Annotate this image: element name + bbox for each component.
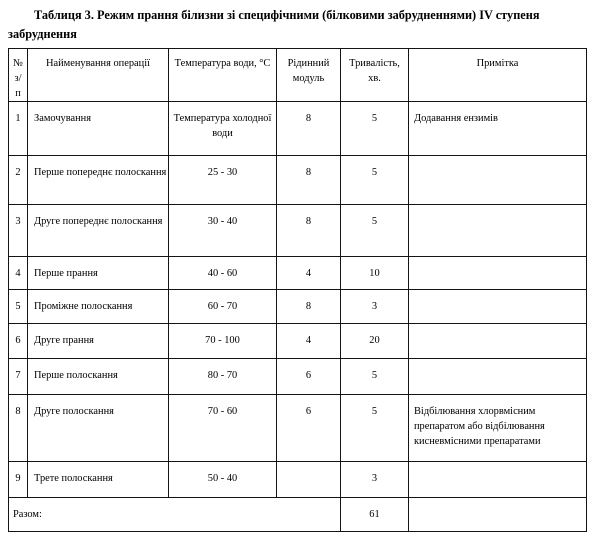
table-row xyxy=(9,395,587,462)
column-header-number-label: № з/п xyxy=(13,58,23,99)
cell-operation-text: Друге прання xyxy=(34,335,94,346)
cell-temperature-text: 30 - 40 xyxy=(207,216,238,227)
cell-duration-text: 3 xyxy=(371,473,378,484)
cell-liquid-module xyxy=(277,257,341,290)
cell-duration-text: 3 xyxy=(371,301,378,312)
cell-total-duration xyxy=(341,498,409,532)
cell-number xyxy=(9,205,28,257)
cell-operation xyxy=(28,462,169,498)
cell-duration xyxy=(341,462,409,498)
cell-temperature-text: 40 - 60 xyxy=(207,268,238,279)
cell-duration-text: 5 xyxy=(371,406,378,417)
cell-number xyxy=(9,324,28,359)
cell-note-text: Відбілювання хлорвмісним препаратом або відбілювання кисневмісними препаратами xyxy=(414,406,545,447)
cell-liquid-module xyxy=(277,462,341,498)
cell-note-text xyxy=(409,290,586,299)
cell-note xyxy=(409,156,587,205)
cell-duration xyxy=(341,257,409,290)
cell-total-note xyxy=(409,498,587,532)
cell-note-text xyxy=(409,324,586,333)
cell-temperature xyxy=(169,395,277,462)
column-header-operation xyxy=(28,49,169,102)
cell-temperature xyxy=(169,257,277,290)
cell-duration xyxy=(341,102,409,156)
cell-temperature-text: 50 - 40 xyxy=(207,473,238,484)
cell-duration xyxy=(341,359,409,395)
cell-note-text xyxy=(409,257,586,266)
cell-operation xyxy=(28,395,169,462)
cell-number-text: 1 xyxy=(15,113,21,124)
cell-temperature xyxy=(169,205,277,257)
column-header-note xyxy=(409,49,587,102)
column-header-temperature-label: Температура води, °C xyxy=(174,58,271,69)
cell-number xyxy=(9,102,28,156)
cell-liquid-module-text: 8 xyxy=(305,167,312,178)
cell-temperature-text: 70 - 100 xyxy=(205,335,240,346)
cell-liquid-module-text: 6 xyxy=(305,370,312,381)
cell-temperature xyxy=(169,290,277,324)
cell-note xyxy=(409,205,587,257)
cell-temperature-text: 60 - 70 xyxy=(207,301,238,312)
cell-note xyxy=(409,395,587,462)
cell-note-text xyxy=(409,205,586,214)
table-row xyxy=(9,257,587,290)
table-row xyxy=(9,205,587,257)
column-header-duration-label: Тривалість, хв. xyxy=(349,58,400,84)
cell-temperature-text: 70 - 60 xyxy=(207,406,238,417)
cell-temperature xyxy=(169,462,277,498)
cell-operation xyxy=(28,205,169,257)
cell-duration xyxy=(341,156,409,205)
cell-number-text: 2 xyxy=(15,167,21,178)
cell-operation-text: Замочування xyxy=(34,113,92,124)
cell-note xyxy=(409,324,587,359)
cell-note xyxy=(409,462,587,498)
cell-liquid-module xyxy=(277,290,341,324)
cell-operation-text: Проміжне полоскання xyxy=(34,301,133,312)
cell-duration xyxy=(341,395,409,462)
column-header-duration xyxy=(341,49,409,102)
table-row xyxy=(9,290,587,324)
cell-operation xyxy=(28,257,169,290)
column-header-operation-label: Найменування операції xyxy=(45,58,150,69)
cell-note xyxy=(409,102,587,156)
cell-liquid-module xyxy=(277,205,341,257)
cell-temperature-text: 80 - 70 xyxy=(207,370,238,381)
cell-number xyxy=(9,290,28,324)
table-row xyxy=(9,324,587,359)
table-container xyxy=(8,48,586,532)
cell-number-text: 3 xyxy=(15,216,21,227)
cell-number-text: 8 xyxy=(15,406,21,417)
cell-operation-text: Друге попереднє полоскання xyxy=(34,216,163,227)
cell-liquid-module-text: 4 xyxy=(305,335,312,346)
cell-liquid-module xyxy=(277,395,341,462)
cell-total-label-text: Разом: xyxy=(13,509,42,520)
table-caption: Таблиця 3. Режим прання білизни зі специфічними (білковими забрудненнями) IV ступеня забруднення xyxy=(8,8,540,41)
cell-liquid-module-text: 6 xyxy=(305,406,312,417)
cell-note xyxy=(409,290,587,324)
table-row xyxy=(9,359,587,395)
column-header-number xyxy=(9,49,28,102)
cell-duration xyxy=(341,205,409,257)
table-body xyxy=(9,102,587,532)
cell-temperature xyxy=(169,102,277,156)
cell-note-text xyxy=(409,462,586,471)
cell-duration-text: 20 xyxy=(369,335,380,346)
cell-liquid-module xyxy=(277,324,341,359)
column-header-note-label: Примітка xyxy=(476,58,519,69)
cell-total-duration-text: 61 xyxy=(369,509,380,520)
table-header xyxy=(9,49,587,102)
table-header-row xyxy=(9,49,587,102)
column-header-liquid-module-label: Рідинний модуль xyxy=(287,58,330,84)
cell-number-text: 9 xyxy=(15,473,21,484)
cell-number-text: 6 xyxy=(15,335,21,346)
cell-temperature-text: 25 - 30 xyxy=(207,167,238,178)
cell-duration xyxy=(341,290,409,324)
cell-operation-text: Перше полоскання xyxy=(34,370,118,381)
cell-liquid-module-text: 8 xyxy=(305,301,312,312)
cell-number-text: 7 xyxy=(15,370,21,381)
cell-total-label xyxy=(9,498,341,532)
cell-number xyxy=(9,156,28,205)
cell-operation-text: Перше прання xyxy=(34,268,98,279)
table-row xyxy=(9,462,587,498)
cell-operation xyxy=(28,156,169,205)
column-header-liquid-module xyxy=(277,49,341,102)
cell-operation xyxy=(28,290,169,324)
column-header-temperature xyxy=(169,49,277,102)
cell-duration-text: 5 xyxy=(371,167,378,178)
cell-number-text: 5 xyxy=(15,301,21,312)
cell-note-text: Додавання ензимів xyxy=(414,113,498,124)
cell-operation-text: Перше попереднє полоскання xyxy=(34,167,167,178)
cell-operation-text: Трете полоскання xyxy=(34,473,113,484)
cell-number xyxy=(9,395,28,462)
cell-temperature-text: Температура холодної води xyxy=(173,113,272,139)
cell-liquid-module-text: 8 xyxy=(305,113,312,124)
cell-temperature xyxy=(169,156,277,205)
cell-liquid-module-text: 8 xyxy=(305,216,312,227)
table-row xyxy=(9,156,587,205)
cell-operation xyxy=(28,359,169,395)
cell-operation xyxy=(28,324,169,359)
cell-note-text xyxy=(409,156,586,165)
wash-mode-table xyxy=(8,48,587,532)
cell-duration xyxy=(341,324,409,359)
cell-number xyxy=(9,257,28,290)
cell-note-text xyxy=(409,359,586,368)
cell-duration-text: 10 xyxy=(369,268,380,279)
cell-note xyxy=(409,257,587,290)
cell-total-note-text xyxy=(409,498,586,507)
cell-note xyxy=(409,359,587,395)
cell-duration-text: 5 xyxy=(371,216,378,227)
table-row xyxy=(9,102,587,156)
cell-number-text: 4 xyxy=(15,268,21,279)
cell-number xyxy=(9,462,28,498)
cell-temperature xyxy=(169,359,277,395)
table-total-row xyxy=(9,498,587,532)
cell-liquid-module-text: 4 xyxy=(305,268,312,279)
cell-number xyxy=(9,359,28,395)
cell-temperature xyxy=(169,324,277,359)
cell-operation xyxy=(28,102,169,156)
cell-operation-text: Друге полоскання xyxy=(34,406,114,417)
cell-duration-text: 5 xyxy=(371,113,378,124)
cell-duration-text: 5 xyxy=(371,370,378,381)
cell-liquid-module xyxy=(277,102,341,156)
cell-liquid-module xyxy=(277,359,341,395)
cell-liquid-module xyxy=(277,156,341,205)
cell-liquid-module-text xyxy=(277,462,340,471)
